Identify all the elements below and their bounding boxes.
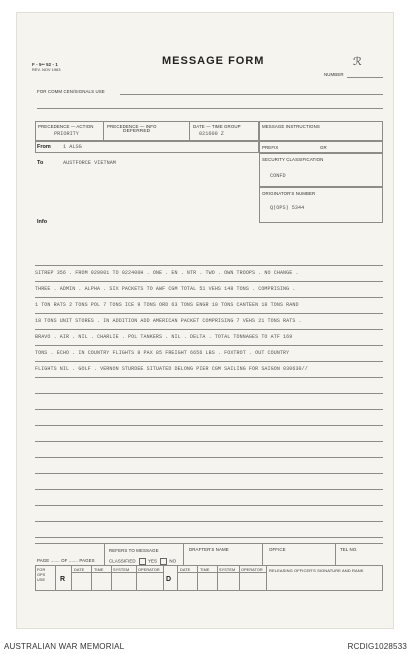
message-line: TONS . ECHO . IN COUNTRY FLIGHTS 8 PAX 85 FREIGHT 6656 LBS . FOXTROT . OUT COUNTRY [35, 350, 290, 356]
footer-credit: AUSTRALIAN WAR MEMORIAL [4, 642, 125, 651]
r-system-label: SYSTEM [113, 568, 130, 572]
from-label: From [37, 144, 51, 150]
r-operator-label: OPERATOR [138, 568, 160, 572]
office-label: OFFICE [269, 547, 286, 552]
r-label: R [60, 576, 66, 583]
to-value: AUSTFORCE VIETNAM [63, 160, 116, 166]
r-time-label: TIME [94, 568, 104, 572]
info-label: Info [37, 219, 48, 225]
d-operator-label: OPERATOR [241, 568, 263, 572]
message-form-sheet [16, 12, 394, 629]
d-label: D [166, 576, 172, 583]
signature-mark: ℛ [353, 56, 362, 68]
dtg-label: DATE — TIME GROUP [193, 124, 241, 129]
yes-checkbox[interactable] [139, 558, 146, 565]
message-line: THREE . ADMIN . ALPHA . SIX PACKETS TO AWF CGM TOTAL 51 VEHS 148 TONS . COMPRISING . [35, 286, 296, 292]
security-label: SECURITY CLASSIFICATION [262, 157, 324, 162]
originator-label: ORIGINATOR'S NUMBER [262, 191, 316, 196]
precedence-action-label: PRECEDENCE — ACTION [38, 124, 94, 129]
dtg-value: 021600 Z [199, 131, 224, 137]
d-date-label: DATE [180, 568, 191, 572]
releasing-officer-label: RELEASING OFFICER'S SIGNATURE AND RANK [269, 568, 364, 573]
form-title: MESSAGE FORM [162, 55, 265, 67]
drafter-label: DRAFTER'S NAME [189, 547, 229, 552]
page-count: PAGE ....... OF ....... PAGES [37, 558, 95, 563]
precedence-info-label: PRECEDENCE — INFO [107, 124, 157, 129]
precedence-action-value: PRIORITY [54, 131, 79, 137]
prefix-label: PREFIX [262, 145, 279, 150]
form-revision: REV. NOV 1963 [32, 68, 61, 72]
security-value: CONFD [270, 173, 286, 179]
r-date-label: DATE [74, 568, 85, 572]
message-line: 1 TON RATS 2 TONS POL 7 TONS ICE 9 TONS ORD 63 TONS ENGR 10 TONS CANTEEN 18 TONS RAND [35, 302, 299, 308]
comm-cen-label: FOR COMM CEN/SIGNALS USE [37, 89, 105, 94]
refers-to-label: REFERS TO MESSAGE [109, 548, 159, 553]
form-code: F - 5•• 52 - 1 [32, 62, 58, 67]
d-system-label: SYSTEM [219, 568, 236, 572]
tel-label: TEL NO. [340, 547, 358, 552]
to-label: To [37, 160, 44, 166]
classified-label: CLASSIFIED YES NO [109, 558, 177, 564]
message-line: SITREP 356 . FROM 020001 TO 022400H . ONE . EN . NTR . TWO . OWN TROOPS . NO CHANGE . [35, 270, 299, 276]
message-line: FLIGHTS NIL . GOLF . VERNON STURDEE SITUATED DELONG PIER CGM SAILING FOR SAIGON 030630// [35, 366, 308, 372]
footer-id: RCDIG1028533 [347, 642, 407, 651]
from-value: 1 ALSG [63, 144, 82, 150]
ops-use-label: FOR OPS USE [37, 568, 46, 582]
precedence-info-value: DEFERRED [123, 129, 151, 134]
message-line: 18 TONS UNIT STORES . IN ADDITION ADD AMERICAN PACKET COMPRISING 7 VEHS 21 TONS RATS . [35, 318, 302, 324]
originator-value: Q(OPS) 5344 [270, 205, 305, 211]
d-time-label: TIME [200, 568, 210, 572]
number-label: NUMBER [324, 72, 344, 77]
gr-label: GR [320, 145, 327, 150]
message-instructions-label: MESSAGE INSTRUCTIONS [262, 124, 320, 129]
no-checkbox[interactable] [160, 558, 167, 565]
message-line: BRAVO . AIR . NIL . CHARLIE . POL TANKERS . NIL . DELTA . TOTAL TONNAGES TO ATF 169 [35, 334, 293, 340]
